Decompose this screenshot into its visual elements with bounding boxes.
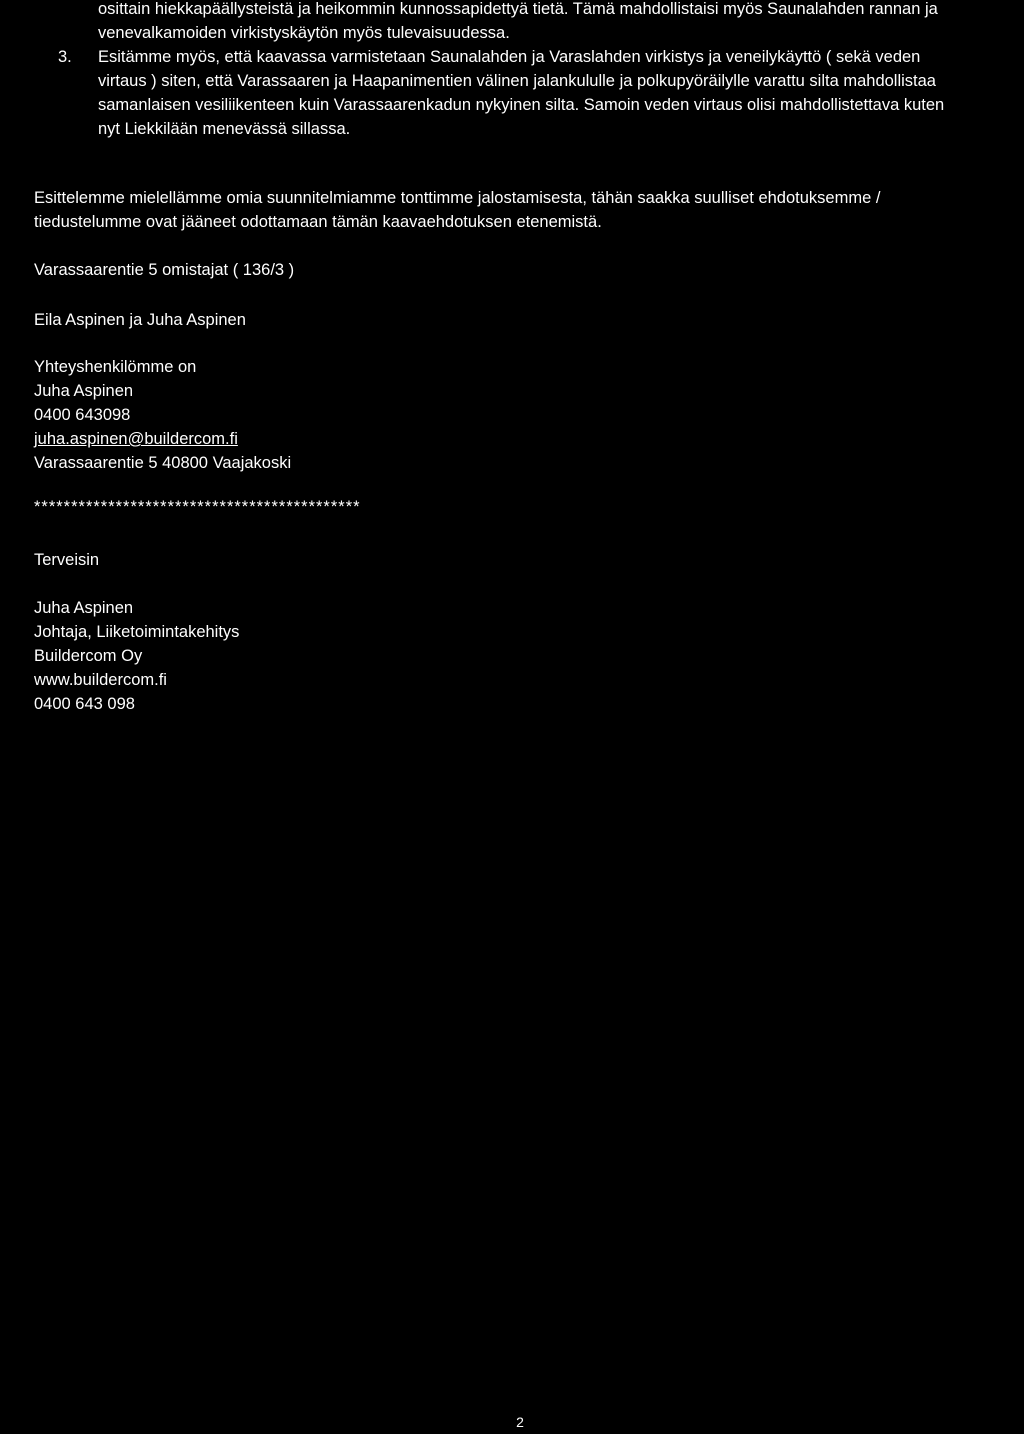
contact-block [34, 355, 994, 475]
paragraph-line-2: tiedustelumme ovat jääneet odottamaan tämän kaavaehdotuksen etenemistä. [34, 213, 602, 231]
list-item-3-line-3: samanlaisen vesiliikenteen kuin Varassaarenkadun nykyinen silta. Samoin veden virtaus olisi mahdollistettava kuten [98, 96, 945, 114]
owners-names-text: Eila Aspinen ja Juha Aspinen [34, 311, 246, 329]
contact-phone: 0400 643098 [34, 406, 131, 424]
contact-name: Juha Aspinen [34, 382, 134, 400]
separator [34, 495, 994, 519]
contact-intro: Yhteyshenkilömme on [34, 358, 197, 376]
paragraph [34, 186, 994, 234]
list-item-3-line-4: nyt Liekkilään menevässä sillassa. [98, 120, 351, 138]
owners-names [34, 308, 994, 332]
signature-title: Johtaja, Liiketoimintakehitys [34, 623, 240, 641]
signature-phone: 0400 643 098 [34, 695, 135, 713]
owners-title-text: Varassaarentie 5 omistajat ( 136/3 ) [34, 261, 295, 279]
separator-stars: ******************************************** [34, 498, 361, 516]
list-item-3-line-2: virtaus ) siten, että Varassaaren ja Haapanimentien välinen jalankululle ja polkupyöräilylle varattu silta mahdollistaa [98, 72, 936, 90]
page-number: 2 [516, 1414, 524, 1430]
contact-email-link[interactable]: juha.aspinen@buildercom.fi [34, 430, 238, 448]
signature-website-link[interactable]: www.buildercom.fi [34, 671, 167, 689]
paragraph-line-1: Esittelemme mielellämme omia suunnitelmiamme tonttimme jalostamisesta, tähän saakka suulliset ehdotuksemme / [34, 189, 881, 207]
owners-title [34, 258, 994, 282]
list-item-3-number: 3. [58, 48, 72, 66]
contact-address: Varassaarentie 5 40800 Vaajakoski [34, 454, 292, 472]
signature-name: Juha Aspinen [34, 599, 134, 617]
list-item-2-line-1: osittain hiekkapäällysteistä ja heikommin kunnossapidettyä tietä. Tämä mahdollistaisi myös Saunalahden rannan ja [98, 0, 938, 18]
numbered-list [58, 0, 1022, 141]
list-item-3 [58, 45, 1022, 141]
list-item-2-line-2: venevalkamoiden virkistyskäytön myös tulevaisuudessa. [98, 24, 510, 42]
signature-company: Buildercom Oy [34, 647, 143, 665]
signature-block [34, 596, 994, 716]
signature-greeting [34, 548, 994, 572]
greeting-text: Terveisin [34, 551, 100, 569]
list-item-3-line-1: Esitämme myös, että kaavassa varmistetaan Saunalahden ja Varaslahden virkistys ja veneilykäyttö ( sekä veden [98, 48, 921, 66]
